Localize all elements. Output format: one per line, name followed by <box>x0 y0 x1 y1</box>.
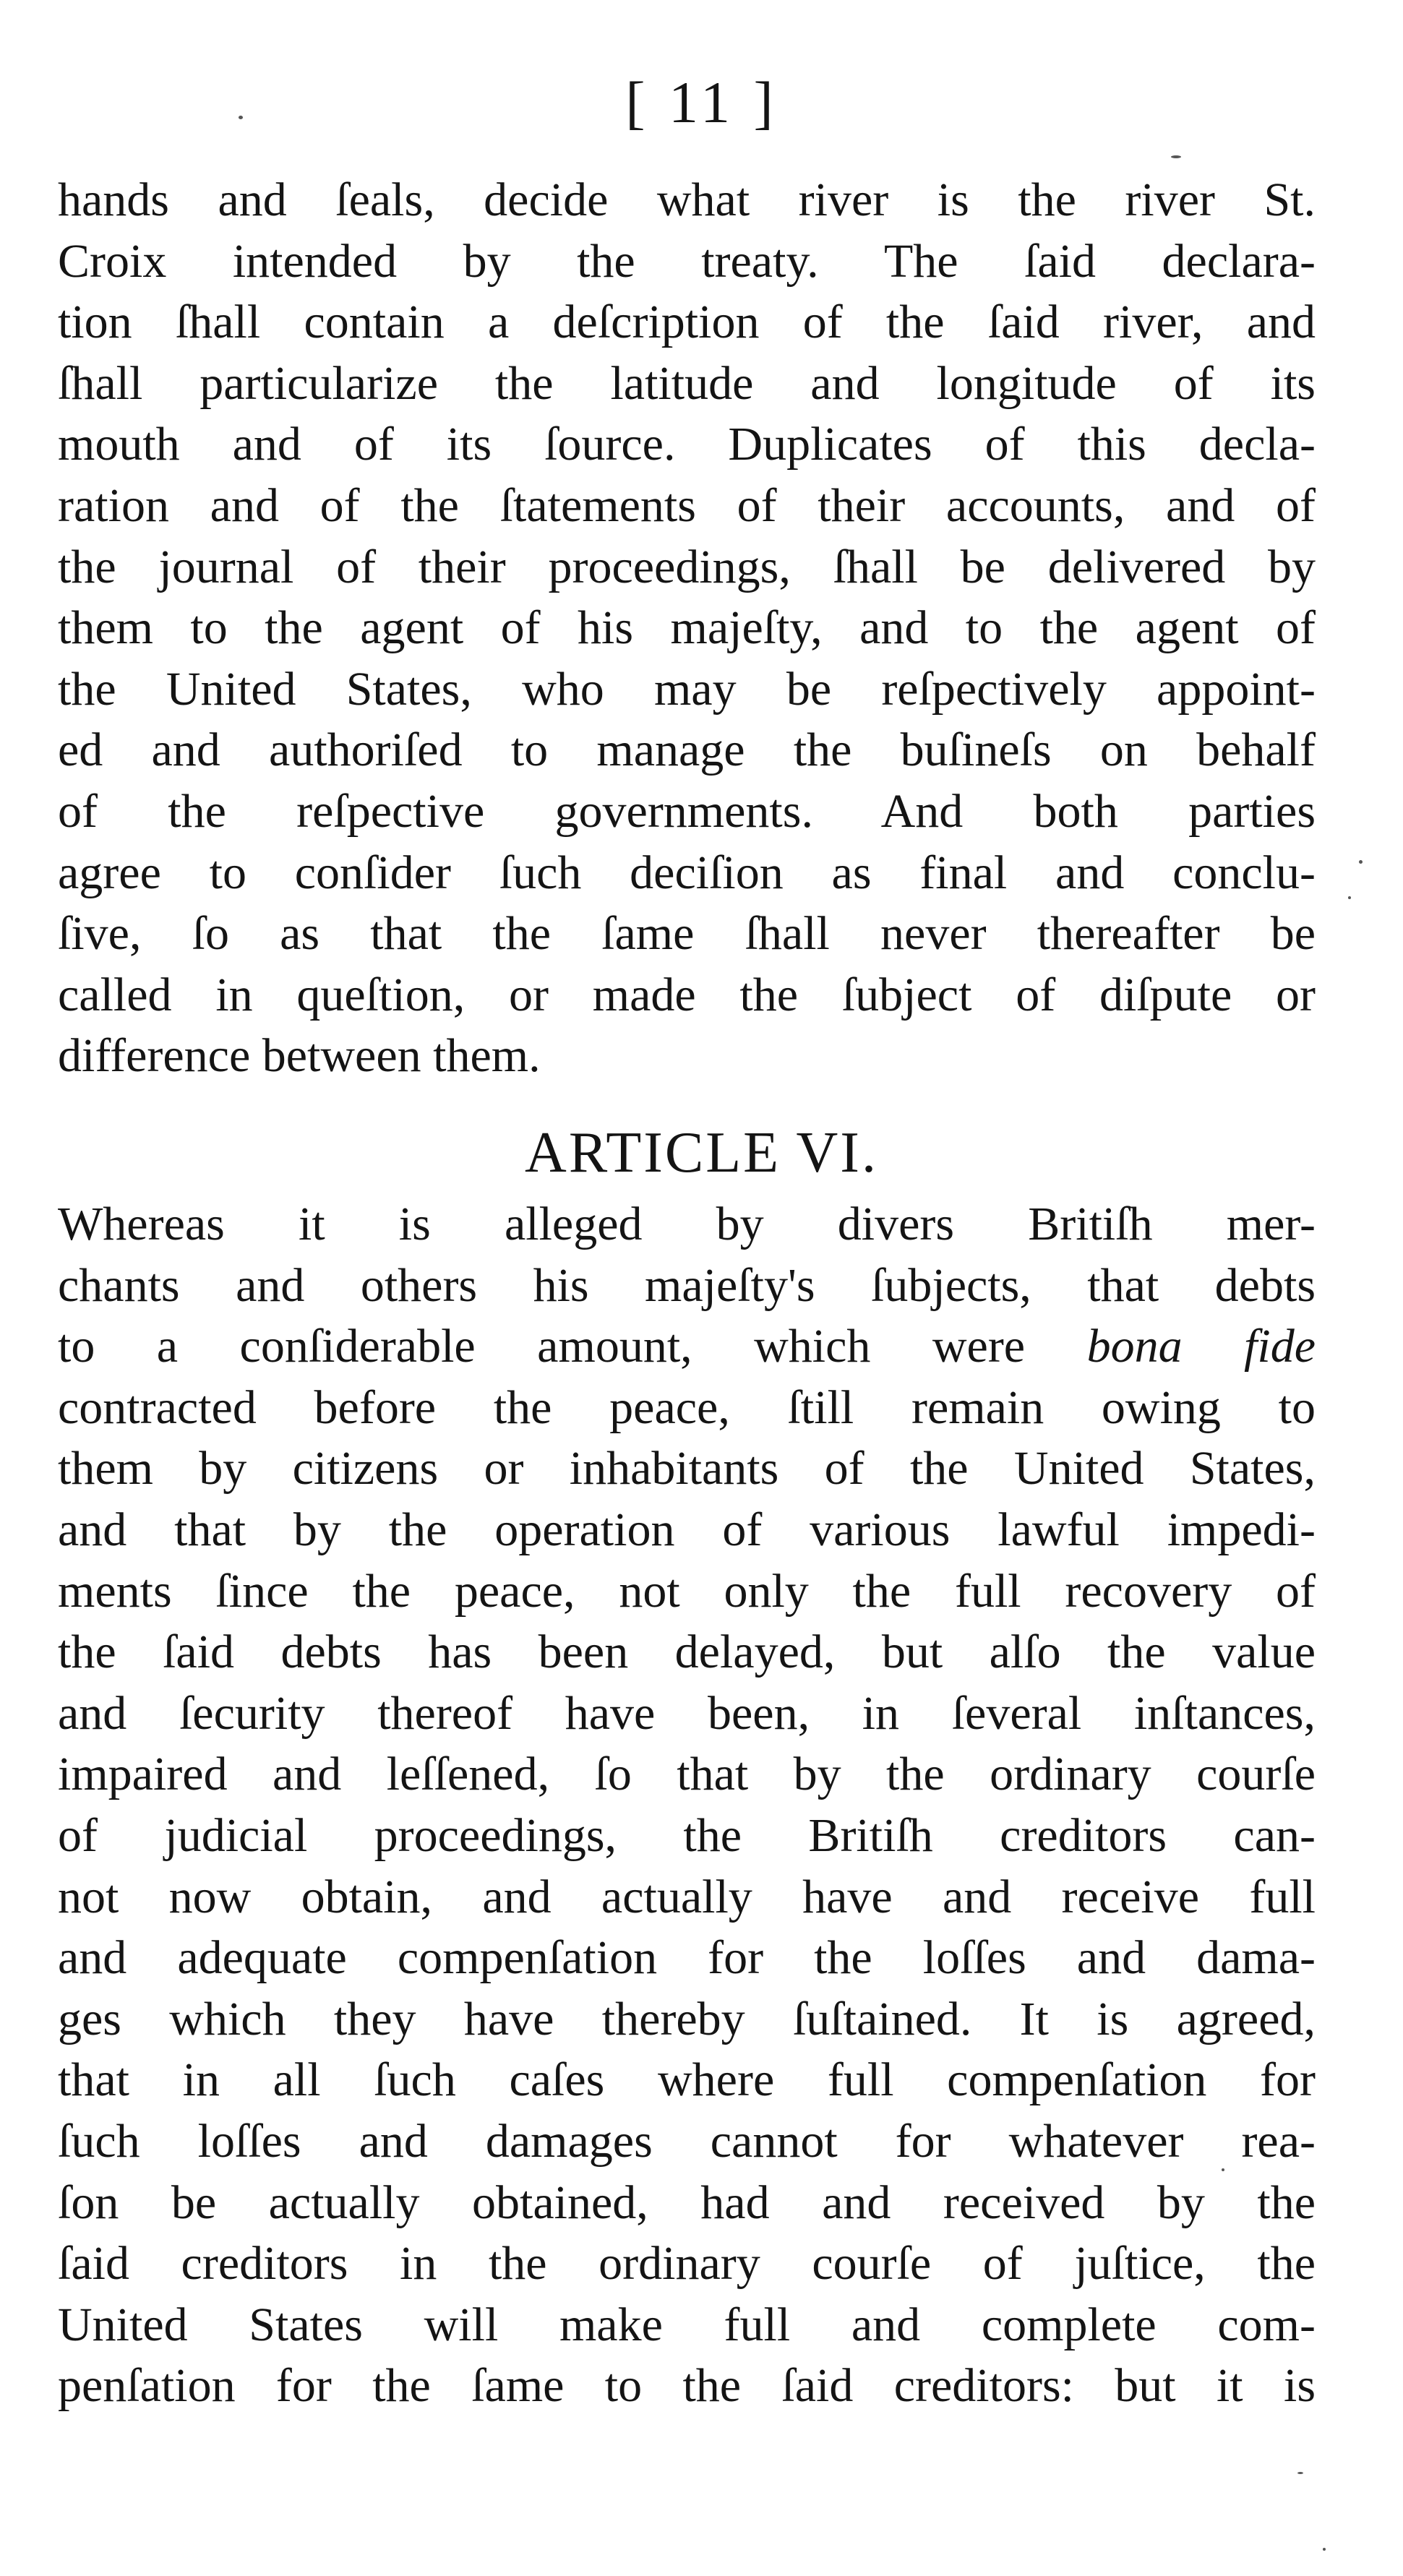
text-line: the journal of their proceedings, ſhall be delivered by <box>58 540 1316 593</box>
text-line: ges which they have thereby ſuſtained. It is agreed, <box>58 1992 1316 2045</box>
text-line: not now obtain, and actually have and receive full <box>58 1870 1316 1923</box>
print-speck <box>1323 2548 1326 2551</box>
text-line: them to the agent of his majeſty, and to the agent of <box>58 601 1316 655</box>
text-line: mouth and of its ſource. Duplicates of this decla- <box>58 418 1316 471</box>
text-line: called in queſtion, or made the ſubject of diſpute or <box>58 968 1316 1021</box>
text-line: and adequate compenſation for the loſſes and dama- <box>58 1931 1316 1985</box>
print-speck <box>1222 2168 1224 2171</box>
article-heading: ARTICLE VI. <box>525 1121 878 1185</box>
text-line: of judicial proceedings, the Britiſh creditors can- <box>58 1808 1316 1862</box>
text-line: penſation for the ſame to the ſaid creditors: but it is <box>58 2359 1316 2413</box>
text-line: Whereas it is alleged by divers Britiſh mer- <box>58 1198 1316 1250</box>
text-line: agree to conſider ſuch deciſion as final and conclu- <box>58 846 1316 899</box>
text-line: ſon be actually obtained, had and received by the <box>58 2176 1316 2229</box>
text-line: ſhall particularize the latitude and longitude of its <box>58 356 1316 410</box>
text-line: ſive, ſo as that the ſame ſhall never thereafter be <box>58 907 1316 961</box>
text-line: chants and others his majeſty's ſubjects, that debts <box>58 1258 1316 1312</box>
text-line: that in all ſuch caſes where full compenſation for <box>58 2053 1316 2107</box>
text-line: impaired and leſſened, ſo that by the ordinary courſe <box>58 1748 1316 1801</box>
text-line: tion ſhall contain a deſcription of the ſaid river, and <box>58 296 1316 349</box>
preceding-article-text <box>58 170 1316 1087</box>
text-line: the United States, who may be reſpectively appoint- <box>58 662 1316 716</box>
print-speck <box>1171 155 1181 158</box>
text-line: Croix intended by the treaty. The ſaid declara- <box>58 234 1316 288</box>
text-line: ration and of the ſtatements of their accounts, and of <box>58 478 1316 532</box>
text-line: the ſaid debts has been delayed, but alſo the value <box>58 1626 1316 1679</box>
text-line: and that by the operation of various lawful impedi- <box>58 1503 1316 1556</box>
text-line-with-italic: to a conſiderable amount, which were bona fide <box>58 1320 1316 1373</box>
article-body-text <box>58 1194 1316 2417</box>
print-speck <box>1348 896 1351 899</box>
text-line: United States will make full and complete com- <box>58 2298 1316 2351</box>
text-line: them by citizens or inhabitants of the United States, <box>58 1442 1316 1495</box>
print-speck <box>1359 860 1363 864</box>
print-speck <box>1297 2472 1303 2474</box>
print-speck <box>239 116 243 119</box>
text-line: ſaid creditors in the ordinary courſe of juſtice, the <box>58 2237 1316 2291</box>
text-line: of the reſpective governments. And both parties <box>58 784 1316 838</box>
text-line: difference between them. <box>58 1029 541 1083</box>
italic-latin-phrase: bona fide <box>1086 1320 1316 1373</box>
text-line: contracted before the peace, ſtill remain owing to <box>58 1381 1316 1434</box>
page-number: [ 11 ] <box>625 69 778 135</box>
text-line: ments ſince the peace, not only the full recovery of <box>58 1564 1316 1618</box>
text-line: ſuch loſſes and damages cannot for whatever rea- <box>58 2114 1316 2168</box>
text-line: ed and authoriſed to manage the buſineſs on behalf <box>58 724 1316 777</box>
text-line: and ſecurity thereof have been, in ſeveral inſtances, <box>58 1686 1316 1740</box>
text-line: hands and ſeals, decide what river is the river St. <box>58 173 1316 226</box>
